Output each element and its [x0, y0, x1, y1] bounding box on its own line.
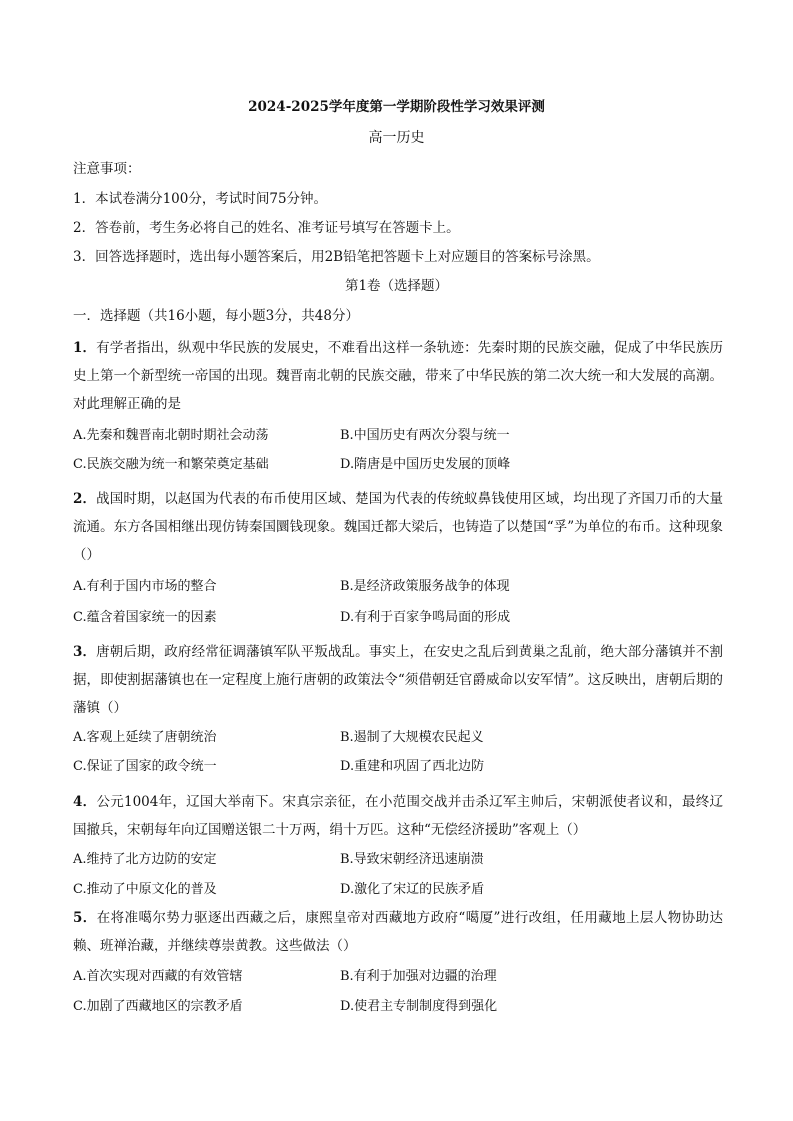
question-text: 战国时期，以赵国为代表的布币使用区域、楚国为代表的传统蚁鼻钱使用区域，均出现了齐国刀币的大量流通。东方各国相继出现仿铸秦国圜钱现象。魏国迁都大梁后，也铸造了以楚国“孚”为单位的布币。这种现象（）	[73, 491, 723, 563]
question-1	[73, 334, 723, 418]
option-b[interactable]: B.导致宋朝经济迅速崩溃	[340, 852, 484, 867]
option-d[interactable]: D.激化了宋辽的民族矛盾	[340, 882, 485, 897]
option-d[interactable]: D.有利于百家争鸣局面的形成	[340, 610, 511, 625]
exam-subject: 高一历史	[368, 130, 425, 146]
question-number: 2．	[73, 491, 97, 507]
question-number: 3．	[73, 644, 97, 660]
question-3	[73, 638, 723, 722]
question-number: 4．	[73, 794, 97, 810]
option-b[interactable]: B.中国历史有两次分裂与统一	[340, 428, 510, 443]
question-text: 在将准噶尔势力驱逐出西藏之后，康熙皇帝对西藏地方政府“噶厦”进行改组，任用藏地上层人物协助达赖、班禅治藏，并继续尊崇黄教。这些做法（）	[73, 910, 723, 954]
option-d[interactable]: D.使君主专制制度得到强化	[340, 999, 498, 1014]
option-a[interactable]: A.客观上延续了唐朝统治	[73, 730, 217, 745]
option-c[interactable]: C.加剧了西藏地区的宗教矛盾	[73, 999, 243, 1014]
notice-item: 1．本试卷满分100分，考试时间75分钟。	[73, 191, 328, 207]
notice-item: 2．答卷前，考生务必将自己的姓名、准考证号填写在答题卡上。	[73, 220, 460, 236]
option-d[interactable]: D.重建和巩固了西北边防	[340, 759, 485, 774]
option-a[interactable]: A.首次实现对西藏的有效管辖	[73, 969, 243, 984]
option-a[interactable]: A.有利于国内市场的整合	[73, 579, 217, 594]
option-d[interactable]: D.隋唐是中国历史发展的顶峰	[340, 457, 511, 472]
question-text: 有学者指出，纵观中华民族的发展史，不难看出这样一条轨迹：先秦时期的民族交融，促成了中华民族历史上第一个新型统一帝国的出现。魏晋南北朝的民族交融，带来了中华民族的第二次大统一和大发展的高潮。对此理解正确的是	[73, 340, 723, 412]
question-5	[73, 904, 723, 960]
option-c[interactable]: C.蕴含着国家统一的因素	[73, 610, 217, 625]
option-a[interactable]: A.先秦和魏晋南北朝时期社会动荡	[73, 428, 269, 443]
question-4	[73, 788, 723, 844]
question-text: 唐朝后期，政府经常征调藩镇军队平叛战乱。事实上，在安史之乱后到黄巢之乱前，绝大部分藩镇并不割据，即使割据藩镇也在一定程度上施行唐朝的政策法令“须借朝廷官爵威命以安军情”。这反映出，唐朝后期的藩镇（）	[73, 644, 723, 716]
option-a[interactable]: A.维持了北方边防的安定	[73, 852, 217, 867]
section-heading: 一．选择题（共16小题，每小题3分，共48分）	[73, 308, 359, 324]
option-c[interactable]: C.推动了中原文化的普及	[73, 882, 217, 897]
option-b[interactable]: B.遏制了大规模农民起义	[340, 730, 484, 745]
question-text: 公元1004年，辽国大举南下。宋真宗亲征，在小范围交战并击杀辽军主帅后，宋朝派使者议和，最终辽国撤兵，宋朝每年向辽国赠送银二十万两，绢十万匹。这种“无偿经济援助”客观上（）	[73, 794, 723, 838]
notice-item: 3．回答选择题时，选出每小题答案后，用2B铅笔把答题卡上对应题目的答案标号涂黑。	[73, 249, 600, 265]
option-b[interactable]: B.是经济政策服务战争的体现	[340, 579, 510, 594]
notice-heading: 注意事项：	[73, 161, 141, 177]
part-title: 第1卷（选择题）	[344, 278, 449, 294]
option-c[interactable]: C.保证了国家的政令统一	[73, 759, 217, 774]
option-c[interactable]: C.民族交融为统一和繁荣奠定基础	[73, 457, 269, 472]
option-b[interactable]: B.有利于加强对边疆的治理	[340, 969, 497, 984]
question-number: 1．	[73, 340, 97, 356]
question-2	[73, 485, 723, 569]
question-number: 5．	[73, 910, 97, 926]
exam-title: 2024-2025学年度第一学期阶段性学习效果评测	[248, 99, 545, 115]
